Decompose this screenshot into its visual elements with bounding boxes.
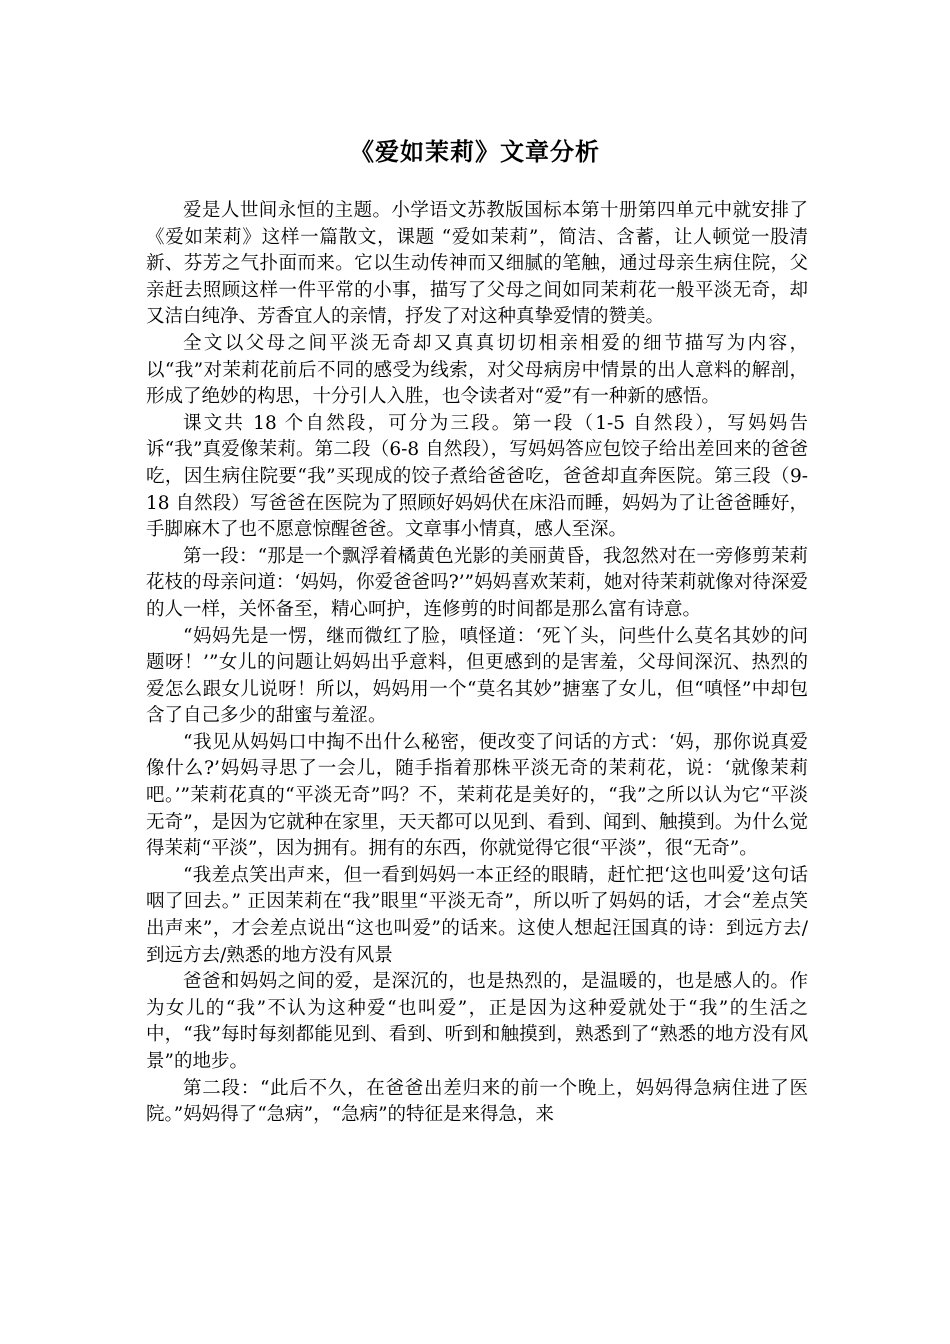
paragraph-8: 爸爸和妈妈之间的爱，是深沉的，也是热烈的，是温暖的，也是感人的。作为女儿的“我”不认为这种爱“也叫爱”，正是因为这种爱就处于“我”的生活之中，“我”每时每刻都能见到、看到、听到和触摸到，熟悉到了“熟悉的地方没有风景”的地步。 [146,971,808,1072]
paragraph-9: 第二段：“此后不久，在爸爸出差归来的前一个晚上，妈妈得急病住进了医院。”妈妈得了“急病”，“急病”的特征是来得急，来 [146,1077,808,1126]
paragraph-6: “我见从妈妈口中掏不出什么秘密，便改变了问话的方式：‘妈，那你说真爱像什么?’妈妈寻思了一会儿，随手指着那株平淡无奇的茉莉花，说：‘就像茉莉吧。’”茉莉花真的“平淡无奇”吗？不，茉莉花是美好的，“我”之所以认为它“平淡无奇”，是因为它就种在家里，天天都可以见到、看到、闻到、触摸到。为什么觉得茉莉“平淡”，因为拥有。拥有的东西，你就觉得它很“平淡”，很“无奇”。 [146,731,808,860]
paragraph-3: 课文共 18 个自然段，可分为三段。第一段（1-5 自然段），写妈妈告诉“我”真爱像茉莉。第二段（6-8 自然段），写妈妈答应包饺子给出差回来的爸爸吃，因生病住院要“我”买现成的饺子煮给爸爸吃，爸爸却直奔医院。第三段（9-18 自然段）写爸爸在医院为了照顾好妈妈伏在床沿而睡，妈妈为了让爸爸睡好，手脚麻木了也不愿意惊醒爸爸。文章事小情真，感人至深。 [146,412,808,541]
paragraph-1: 爱是人世间永恒的主题。小学语文苏教版国标本第十册第四单元中就安排了《爱如茉莉》这样一篇散文，课题 “爱如茉莉”，简洁、含蓄，让人顿觉一股清新、芬芳之气扑面而来。它以生动传神而又细腻的笔触，通过母亲生病住院，父亲赶去照顾这样一件平常的小事，描写了父母之间如同茉莉花一般平淡无奇，却又洁白纯净、芳香宜人的亲情，抒发了对这种真挚爱情的赞美。 [146,200,808,328]
paragraph-2: 全文以父母之间平淡无奇却又真真切切相亲相爱的细节描写为内容，以“我”对茉莉花前后不同的感受为线索，对父母病房中情景的出人意料的解剖，形成了绝妙的构思，十分引人入胜，也令读者对“爱”有一种新的感悟。 [146,332,808,408]
paragraph-5: “妈妈先是一愣，继而微红了脸，嗔怪道：‘死丫头，问些什么莫名其妙的问题呀！’”女儿的问题让妈妈出乎意料，但更感到的是害羞，父母间深沉、热烈的爱怎么跟女儿说呀！所以，妈妈用一个“莫名其妙”搪塞了女儿，但“嗔怪”中却包含了自己多少的甜蜜与羞涩。 [146,625,808,727]
paragraph-7: “我差点笑出声来，但一看到妈妈一本正经的眼睛，赶忙把‘这也叫爱’这句话咽了回去。” 正因茉莉在“我”眼里“平淡无奇”，所以听了妈妈的话，才会“差点笑出声来”，才会差点说出“这也叫爱”的话来。这使人想起汪国真的诗：到远方去/到远方去/熟悉的地方没有风景 [146,864,808,966]
document-body [146,198,808,1129]
paragraph-4: 第一段：“那是一个飘浮着橘黄色光影的美丽黄昏，我忽然对在一旁修剪茉莉花枝的母亲问道：‘妈妈，你爱爸爸吗?’”妈妈喜欢茉莉，她对待茉莉就像对待深爱的人一样，关怀备至，精心呵护，连修剪的时间都是那么富有诗意。 [146,545,808,620]
document-title: 《爱如茉莉》文章分析 [350,138,600,166]
